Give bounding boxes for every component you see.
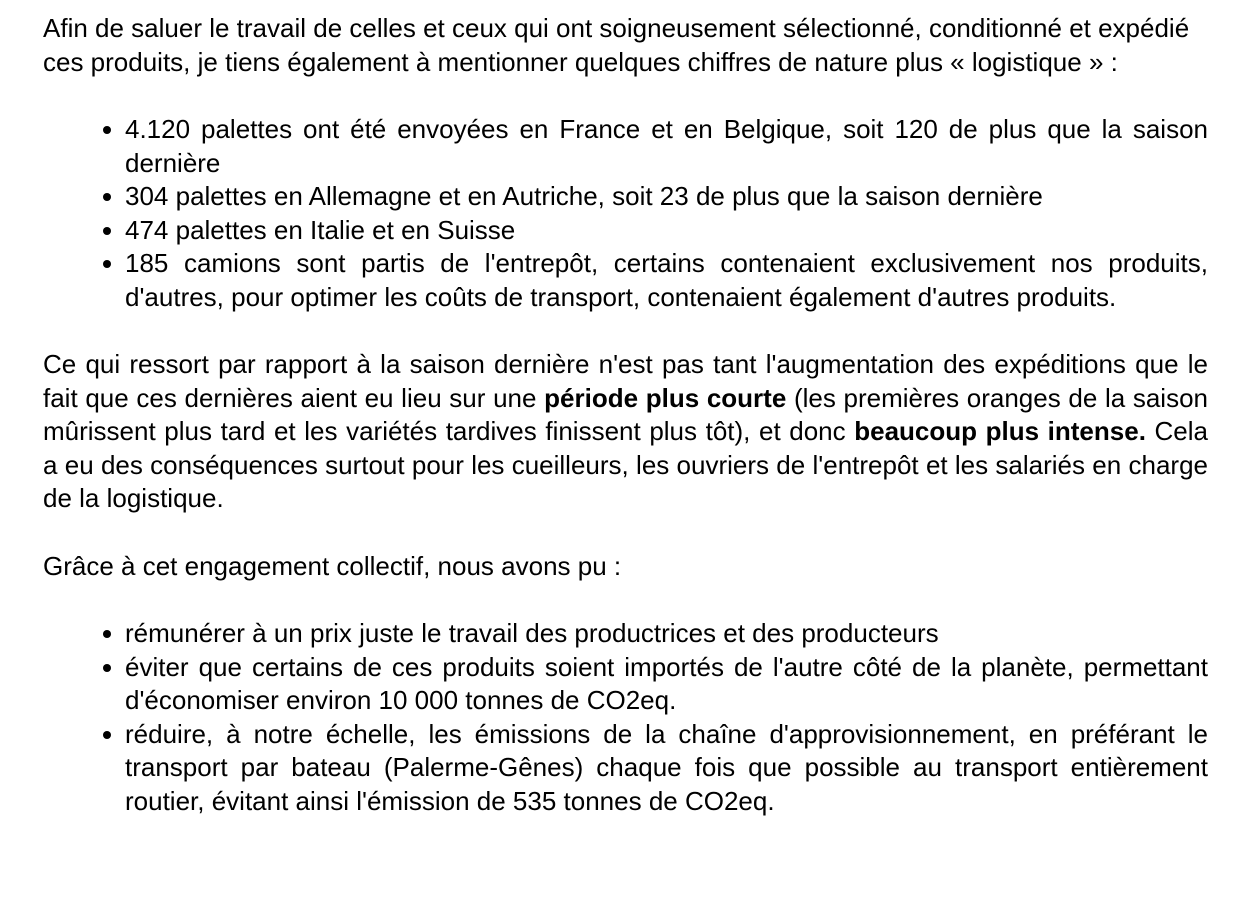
comparison-bold-more-intense: beaucoup plus intense. [854,416,1146,446]
engagement-paragraph: Grâce à cet engagement collectif, nous avons pu : [43,550,622,581]
comparison-text-2: (les premières oranges de la saison mûrissent plus tard et les variétés tardives finissent plus tôt), et donc [43,382,1208,446]
logistics-list [43,113,1208,314]
list-item-france-belgium: 4.120 palettes ont été envoyées en France et en Belgique, soit 120 de plus que la saison dernière [125,113,1208,180]
list-item-avoid-imports: éviter que certains de ces produits soient importés de l'autre côté de la planète, permettant d'économiser environ 10 000 tonnes de CO2eq. [125,651,1208,718]
achievements-list [43,617,1208,818]
comparison-text-3: Cela a eu des conséquences surtout pour les cueilleurs, les ouvriers de l'entrepôt et les salariés en charge de la logistique. [43,416,1209,513]
comparison-paragraph [43,348,1208,516]
comparison-bold-shorter-period: période plus courte [544,382,787,413]
list-item-fair-price: rémunérer à un prix juste le travail des productrices et des producteurs [125,617,1208,651]
list-item-trucks: 185 camions sont partis de l'entrepôt, certains contenaient exclusivement nos produits, d'autres, pour optimer les coûts de transport, contenaient également d'autres produits. [125,247,1208,314]
list-item-reduce-emissions: réduire, à notre échelle, les émissions de la chaîne d'approvisionnement, en préférant le transport par bateau (Palerme-Gênes) chaque fois que possible au transport entièrement routier, évitant ainsi l'émission de 535 tonnes de CO2eq. [125,718,1208,819]
list-item-italy-switzerland: 474 palettes en Italie et en Suisse [125,214,1208,248]
intro-paragraph: Afin de saluer le travail de celles et ceux qui ont soigneusement sélectionné, conditionné et expédié ces produits, je tiens également à mentionner quelques chiffres de nature plus « logistique » : [43,13,1190,77]
comparison-text-1: Ce qui ressort par rapport à la saison dernière n'est pas tant l'augmentation des expéditions que le fait que ces dernières aient eu lieu sur une [43,349,1208,413]
list-item-germany-austria: 304 palettes en Allemagne et en Autriche, soit 23 de plus que la saison dernière [125,180,1208,214]
